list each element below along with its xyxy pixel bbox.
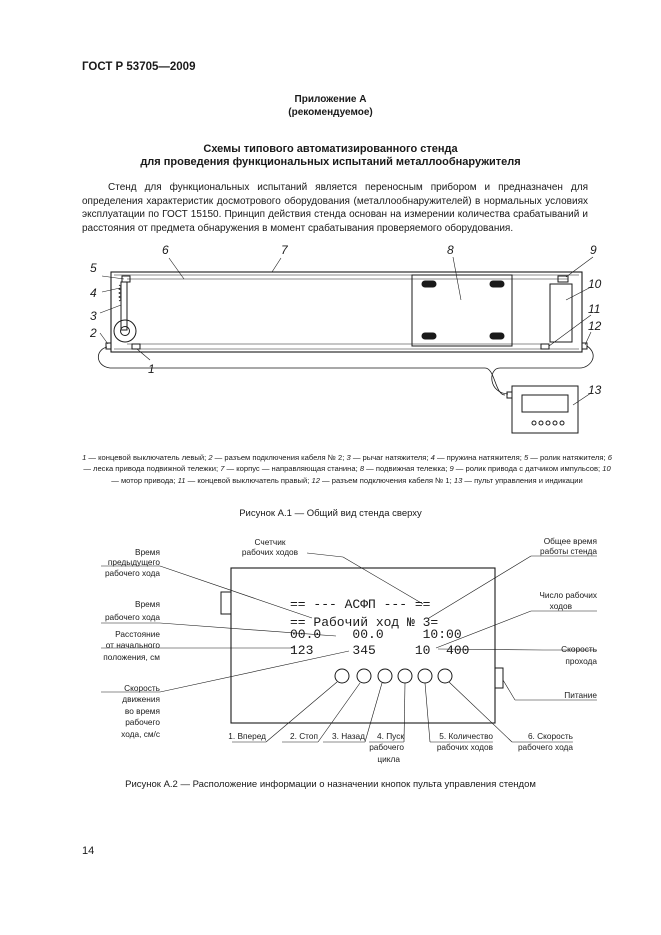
- button-label-start: цикла: [377, 754, 400, 764]
- display-line-4: 123 345 10 400: [290, 643, 470, 658]
- button-label-start: рабочего: [369, 742, 404, 752]
- label-prev-time: рабочего хода: [104, 568, 160, 578]
- legend-item: 4 — пружина натяжителя;: [430, 453, 522, 462]
- display-line-3: 00.0 00.0 10:00: [290, 627, 462, 642]
- stop-button[interactable]: [357, 669, 371, 683]
- fig1-number: 8: [447, 243, 454, 257]
- button-label-strokes: рабочих ходов: [436, 742, 493, 752]
- button-label-strokes: 5. Количество: [439, 731, 493, 741]
- button-label-start: 4. Пуск: [376, 731, 404, 741]
- label-power: Питание: [564, 690, 597, 700]
- figure-a2-caption: Рисунок А.2 — Расположение информации о назначении кнопок пульта управления стендом: [125, 779, 536, 790]
- button-label-speed: 6. Скорость: [527, 731, 573, 741]
- label-distance: Расстояние: [115, 629, 160, 639]
- fig1-number: 3: [90, 309, 97, 323]
- strokes-count-button[interactable]: [418, 669, 432, 683]
- label-distance: положения, см: [103, 652, 160, 662]
- label-distance: от начального: [105, 640, 160, 650]
- fig1-number: 12: [588, 319, 602, 333]
- label-motion-speed: рабочего: [125, 717, 160, 727]
- button-label-stop: 2. Стоп: [289, 731, 318, 741]
- legend-item: 5 — ролик натяжителя;: [523, 453, 606, 462]
- section-title-line2: для проведения функциональных испытаний металлообнаружителя: [140, 156, 521, 168]
- back-button[interactable]: [378, 669, 392, 683]
- label-work-time: Время: [135, 599, 160, 609]
- label-total-time: работы стенда: [540, 546, 597, 556]
- appendix-title: Приложение А: [294, 94, 367, 105]
- button-label-back: 3. Назад: [332, 731, 365, 741]
- button-label-forward: 1. Вперед: [228, 731, 266, 741]
- label-counter: Счетчик: [254, 537, 286, 547]
- appendix-subtitle: (рекомендуемое): [288, 107, 373, 118]
- fig1-number: 5: [90, 261, 97, 275]
- figure-a1-caption: Рисунок А.1 — Общий вид стенда сверху: [239, 508, 422, 519]
- button-label-speed: рабочего хода: [517, 742, 573, 752]
- legend-item: 11 — концевой выключатель правый;: [177, 475, 310, 485]
- legend-item: 8 — подвижная тележка;: [359, 464, 448, 474]
- label-strokes-count: ходов: [549, 601, 572, 611]
- label-prev-time: предыдущего: [107, 557, 160, 567]
- fig1-number: 11: [588, 302, 601, 316]
- legend-item: 3 — рычаг натяжителя;: [346, 453, 429, 462]
- label-strokes-count: Число рабочих: [539, 590, 597, 600]
- forward-button[interactable]: [335, 669, 349, 683]
- legend-item: 1 — концевой выключатель левый;: [82, 453, 207, 462]
- fig1-number: 9: [590, 243, 597, 257]
- label-motion-speed: хода, см/с: [121, 729, 160, 739]
- label-counter: рабочих ходов: [241, 547, 299, 557]
- legend-item: 6 — леска привода подвижной тележки;: [83, 453, 612, 474]
- display-line-1: == --- АСФП --- ==: [290, 597, 431, 612]
- fig1-number: 1: [148, 362, 155, 376]
- label-pass-speed: Скорость: [561, 644, 597, 654]
- intro-paragraph: Стенд для функциональных испытаний является переносным прибором и предназначен для определения характеристик досмотрового оборудования (металлообнаружителей) в нормальных условиях эксплуатации по ГОСТ 15150. Принцип действия стенда основан на измерении количества срабатываний и расстояния от предмета обнаружения в момент срабатывания проверяемого оборудования.: [82, 182, 588, 234]
- fig1-number: 13: [588, 383, 602, 397]
- stroke-speed-button[interactable]: [438, 669, 452, 683]
- display-line-2: == Рабочий ход № 3=: [290, 615, 439, 630]
- label-total-time: Общее время: [543, 536, 597, 546]
- legend-item: 12 — разъем подключения кабеля № 1;: [311, 475, 452, 485]
- label-work-time: рабочего хода: [104, 612, 160, 622]
- document-header: ГОСТ Р 53705—2009: [82, 61, 196, 73]
- legend-item: 13 — пульт управления и индикации: [453, 475, 583, 485]
- label-motion-speed: во время: [124, 706, 160, 716]
- legend-item: 7 — корпус — направляющая станина;: [220, 464, 358, 474]
- legend-item: 10 — мотор привода;: [111, 464, 611, 485]
- section-title-line1: Схемы типового автоматизированного стенда: [203, 143, 458, 155]
- label-prev-time: Время: [135, 547, 160, 557]
- fig1-number: 2: [90, 326, 97, 340]
- fig1-number: 10: [588, 277, 602, 291]
- fig1-number: 6: [162, 243, 169, 257]
- fig1-number: 4: [90, 286, 97, 300]
- page-number: 14: [82, 845, 95, 857]
- legend-item: 2 — разъем подключения кабеля № 2;: [208, 453, 345, 462]
- start-cycle-button[interactable]: [398, 669, 412, 683]
- fig1-number: 7: [281, 243, 288, 257]
- label-pass-speed: прохода: [565, 656, 597, 666]
- label-motion-speed: Скорость: [124, 683, 160, 693]
- legend-item: 9 — ролик привода с датчиком импульсов;: [449, 464, 601, 474]
- label-motion-speed: движения: [122, 694, 160, 704]
